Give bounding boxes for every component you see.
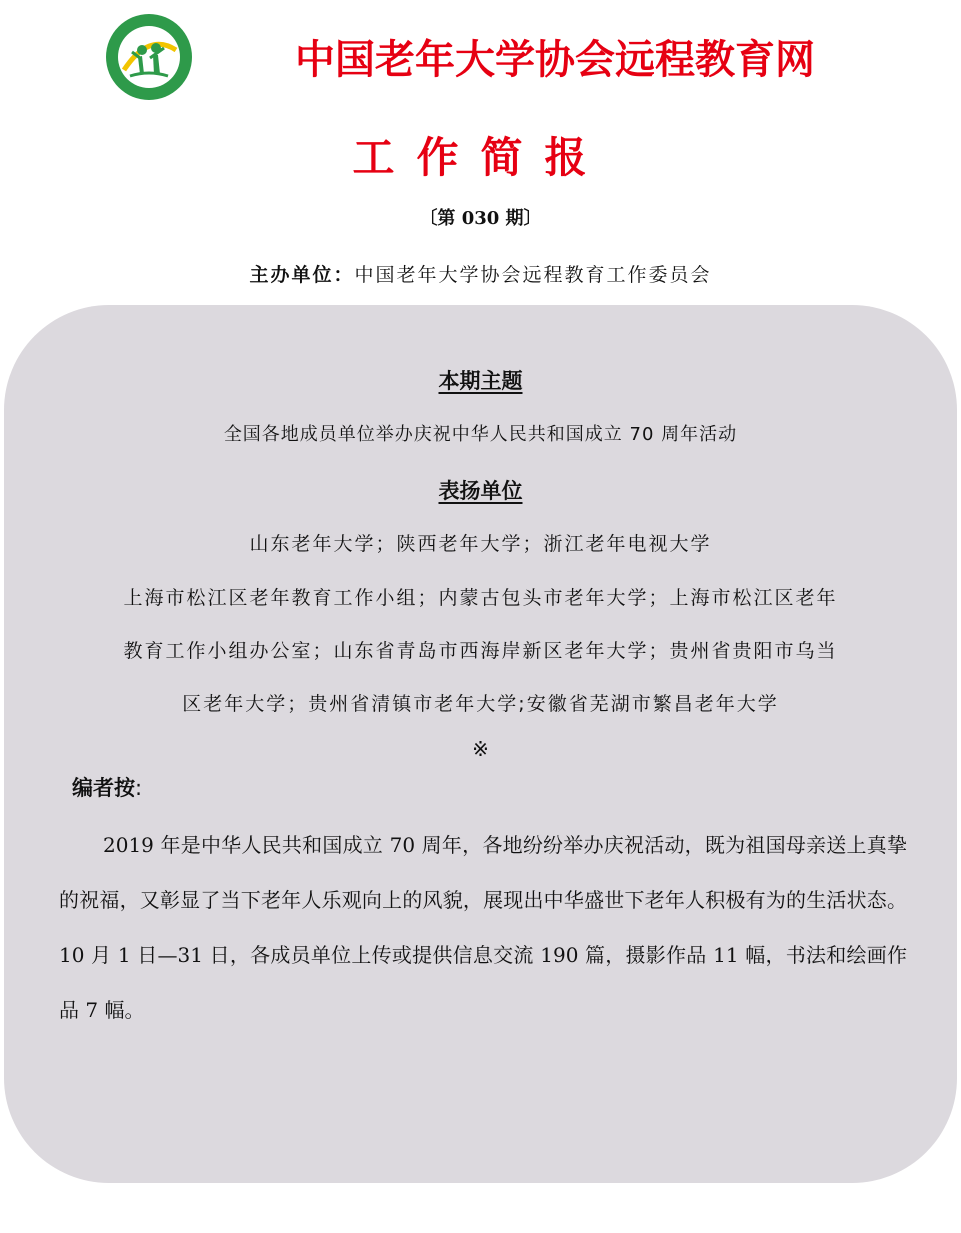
- sponsor-name: 中国老年大学协会远程教育工作委员会: [354, 264, 712, 286]
- honor-line-1: 山东老年大学；陕西老年大学；浙江老年电视大学: [249, 533, 712, 555]
- issue-number: 〔第 030 期〕: [419, 208, 542, 229]
- sponsor-line: [0, 260, 961, 290]
- editor-note-colon: :: [135, 776, 143, 800]
- editor-note-label-text: 编者按: [72, 776, 135, 800]
- theme-heading: 本期主题: [438, 369, 523, 393]
- theme-text: 全国各地成员单位举办庆祝中华人民共和国成立 70 周年活动: [223, 424, 738, 445]
- honor-line-4: 区老年大学；贵州省清镇市老年大学;安徽省芜湖市繁昌老年大学: [182, 693, 779, 715]
- separator-mark: ※: [472, 737, 489, 761]
- editor-note-text: 2019 年是中华人民共和国成立 70 周年，各地纷纷举办庆祝活动，既为祖国母亲送上真挚的祝福，又彰显了当下老年人乐观向上的风貌，展现出中华盛世下老年人积极有为的生活状态。10 月 1 日—31 日，各成员单位上传或提供信息交流 190 篇，摄影作品 11 幅，书法和绘画作品 7 幅。: [59, 833, 907, 1022]
- honors-heading: 表扬单位: [438, 479, 523, 503]
- honor-line-3: 教育工作小组办公室；山东省青岛市西海岸新区老年大学；贵州省贵阳市乌当: [123, 640, 838, 662]
- honor-line-2: 上海市松江区老年教育工作小组；内蒙古包头市老年大学；上海市松江区老年: [123, 587, 838, 609]
- logo-emblem-icon: [104, 12, 194, 102]
- organization-logo: [104, 12, 194, 102]
- site-title: 中国老年大学协会远程教育网: [295, 37, 815, 83]
- report-title: 工作简报: [352, 133, 609, 182]
- sponsor-label: 主办单位：: [249, 264, 355, 286]
- editor-note-label: [72, 772, 142, 804]
